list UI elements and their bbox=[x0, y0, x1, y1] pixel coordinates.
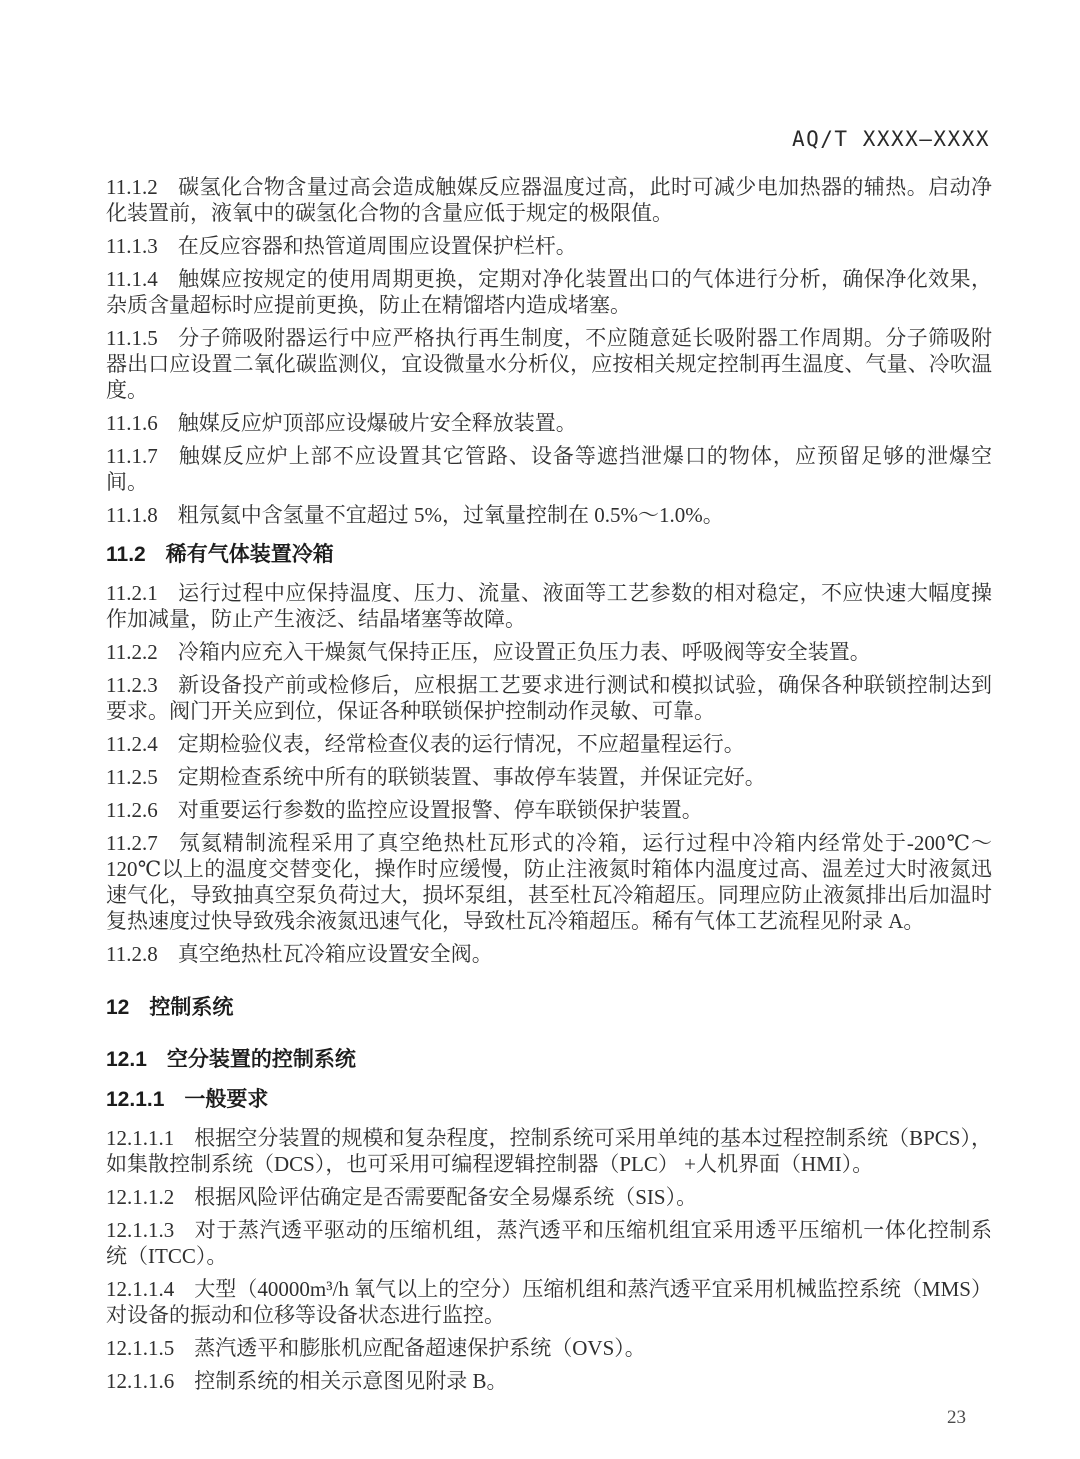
clause-paragraph bbox=[106, 502, 992, 528]
clause-text: 新设备投产前或检修后，应根据工艺要求进行测试和模拟试验，确保各种联锁控制达到要求。阀门开关应到位，保证各种联锁保护控制动作灵敏、可靠。 bbox=[106, 673, 992, 723]
clause-number: 11.2.4 bbox=[106, 732, 158, 756]
clause-number: 12.1.1.6 bbox=[106, 1369, 175, 1393]
clause-paragraph bbox=[106, 1184, 992, 1210]
clause-number: 11.2.5 bbox=[106, 765, 158, 789]
clause-paragraph bbox=[106, 764, 992, 790]
clause-text: 对于蒸汽透平驱动的压缩机组，蒸汽透平和压缩机组宜采用透平压缩机一体化控制系统（ITCC）。 bbox=[106, 1218, 992, 1268]
clause-number: 12.1 bbox=[106, 1048, 147, 1071]
clause-paragraph bbox=[106, 797, 992, 823]
clause-number: 11.2.2 bbox=[106, 640, 158, 664]
clause-number: 11.1.7 bbox=[106, 444, 158, 468]
clause-text: 触媒反应炉顶部应设爆破片安全释放装置。 bbox=[177, 411, 577, 435]
clause-number: 12.1.1.1 bbox=[106, 1126, 175, 1150]
clause-paragraph bbox=[106, 1276, 992, 1328]
section-heading bbox=[106, 1047, 992, 1073]
clause-number: 11.1.4 bbox=[106, 267, 158, 291]
clause-paragraph bbox=[106, 731, 992, 757]
clause-text: 碳氢化合物含量过高会造成触媒反应器温度过高，此时可减少电加热器的辅热。启动净化装置前，液氧中的碳氢化合物的含量应低于规定的极限值。 bbox=[106, 175, 992, 225]
clause-number: 12.1.1.3 bbox=[106, 1218, 175, 1242]
clause-text: 对重要运行参数的监控应设置报警、停车联锁保护装置。 bbox=[177, 798, 703, 822]
clause-paragraph bbox=[106, 325, 992, 403]
clause-text: 真空绝热杜瓦冷箱应设置安全阀。 bbox=[177, 942, 493, 966]
document-body bbox=[106, 174, 992, 1401]
clause-paragraph bbox=[106, 1368, 992, 1394]
clause-text: 粗氖氦中含氢量不宜超过 5%，过氧量控制在 0.5%～1.0%。 bbox=[177, 503, 724, 527]
clause-paragraph bbox=[106, 830, 992, 934]
clause-text: 空分装置的控制系统 bbox=[166, 1048, 356, 1071]
section-heading bbox=[106, 542, 992, 568]
clause-number: 11.2 bbox=[106, 543, 146, 566]
clause-text: 一般要求 bbox=[184, 1088, 269, 1111]
clause-paragraph bbox=[106, 941, 992, 967]
clause-text: 在反应容器和热管道周围应设置保护栏杆。 bbox=[177, 234, 577, 258]
clause-number: 11.1.3 bbox=[106, 234, 158, 258]
clause-paragraph bbox=[106, 233, 992, 259]
running-header: AQ/T XXXX—XXXX bbox=[791, 127, 990, 151]
clause-text: 冷箱内应充入干燥氮气保持正压，应设置正负压力表、呼吸阀等安全装置。 bbox=[177, 640, 871, 664]
clause-paragraph bbox=[106, 1125, 992, 1177]
clause-number: 11.2.8 bbox=[106, 942, 158, 966]
clause-text: 大型（40000m³/h 氧气以上的空分）压缩机组和蒸汽透平宜采用机械监控系统（MMS）对设备的振动和位移等设备状态进行监控。 bbox=[106, 1277, 992, 1327]
clause-number: 11.1.5 bbox=[106, 326, 158, 350]
clause-number: 11.2.1 bbox=[106, 581, 158, 605]
clause-number: 11.2.3 bbox=[106, 673, 158, 697]
section-heading bbox=[106, 995, 992, 1021]
clause-text: 蒸汽透平和膨胀机应配备超速保护系统（OVS）。 bbox=[194, 1336, 646, 1360]
clause-number: 12.1.1.4 bbox=[106, 1277, 175, 1301]
clause-paragraph bbox=[106, 443, 992, 495]
clause-paragraph bbox=[106, 1217, 992, 1269]
clause-number: 12 bbox=[106, 996, 130, 1019]
clause-number: 11.2.6 bbox=[106, 798, 158, 822]
clause-number: 12.1.1 bbox=[106, 1088, 165, 1111]
clause-paragraph bbox=[106, 639, 992, 665]
clause-text: 氖氦精制流程采用了真空绝热杜瓦形式的冷箱，运行过程中冷箱内经常处于-200℃～120℃以上的温度交替变化，操作时应缓慢，防止注液氮时箱体内温度过高、温差过大时液氮迅速气化，导致抽真空泵负荷过大，损坏泵组，甚至杜瓦冷箱超压。同理应防止液氮排出后加温时复热速度过快导致残余液氮迅速气化，导致杜瓦冷箱超压。稀有气体工艺流程见附录 A。 bbox=[106, 831, 992, 933]
clause-text: 定期检验仪表，经常检查仪表的运行情况，不应超量程运行。 bbox=[177, 732, 745, 756]
clause-text: 根据风险评估确定是否需要配备安全易爆系统（SIS）。 bbox=[194, 1185, 698, 1209]
clause-text: 控制系统 bbox=[149, 996, 234, 1019]
clause-number: 12.1.1.2 bbox=[106, 1185, 175, 1209]
clause-number: 11.1.6 bbox=[106, 411, 158, 435]
clause-paragraph bbox=[106, 410, 992, 436]
clause-text: 稀有气体装置冷箱 bbox=[165, 543, 334, 566]
clause-text: 分子筛吸附器运行中应严格执行再生制度，不应随意延长吸附器工作周期。分子筛吸附器出口应设置二氧化碳监测仪，宜设微量水分析仪，应按相关规定控制再生温度、气量、冷吹温度。 bbox=[106, 326, 992, 402]
clause-number: 11.2.7 bbox=[106, 831, 158, 855]
clause-text: 运行过程中应保持温度、压力、流量、液面等工艺参数的相对稳定，不应快速大幅度操作加减量，防止产生液泛、结晶堵塞等故障。 bbox=[106, 581, 992, 631]
clause-text: 触媒应按规定的使用周期更换，定期对净化装置出口的气体进行分析，确保净化效果，杂质含量超标时应提前更换，防止在精馏塔内造成堵塞。 bbox=[106, 267, 992, 317]
clause-number: 12.1.1.5 bbox=[106, 1336, 175, 1360]
clause-text: 定期检查系统中所有的联锁装置、事故停车装置，并保证完好。 bbox=[177, 765, 766, 789]
clause-paragraph bbox=[106, 1335, 992, 1361]
clause-paragraph bbox=[106, 580, 992, 632]
clause-text: 控制系统的相关示意图见附录 B。 bbox=[194, 1369, 508, 1393]
clause-paragraph bbox=[106, 266, 992, 318]
clause-paragraph bbox=[106, 672, 992, 724]
clause-number: 11.1.8 bbox=[106, 503, 158, 527]
clause-paragraph bbox=[106, 174, 992, 226]
clause-text: 根据空分装置的规模和复杂程度，控制系统可采用单纯的基本过程控制系统（BPCS），如集散控制系统（DCS），也可采用可编程逻辑控制器（PLC） +人机界面（HMI）。 bbox=[106, 1126, 992, 1176]
section-heading bbox=[106, 1087, 992, 1113]
clause-number: 11.1.2 bbox=[106, 175, 158, 199]
page-number: 23 bbox=[947, 1407, 966, 1428]
clause-text: 触媒反应炉上部不应设置其它管路、设备等遮挡泄爆口的物体，应预留足够的泄爆空间。 bbox=[106, 444, 992, 494]
